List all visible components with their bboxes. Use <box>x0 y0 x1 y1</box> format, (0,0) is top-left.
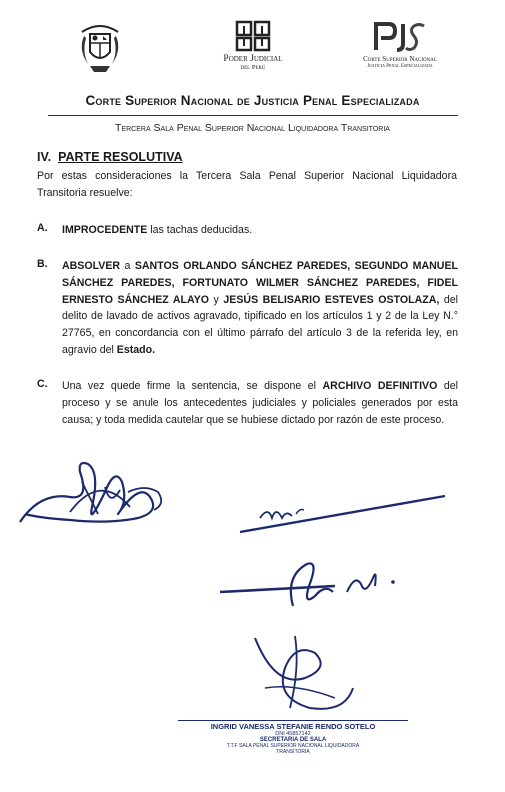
signature-2 <box>230 488 450 538</box>
item-a-letter: A. <box>37 222 48 234</box>
section-number: IV. <box>37 150 52 164</box>
court-title: Corte Superior Nacional de Justicia Penal Especializada <box>85 93 420 108</box>
stamp-dni: DNI 45857142 <box>275 731 311 737</box>
section-heading <box>37 150 183 164</box>
csnjpe-logo <box>350 20 450 82</box>
poder-judicial-logo-icon <box>235 20 271 52</box>
signature-3 <box>215 556 415 616</box>
item-b-connector-1: a <box>120 260 135 272</box>
section-title: PARTE RESOLUTIVA <box>58 150 183 164</box>
item-a-text <box>62 222 458 239</box>
signature-4 <box>235 628 365 718</box>
item-b-letter: B. <box>37 258 48 270</box>
stamp-chamber: T.T.F SALA PENAL SUPERIOR NACIONAL LIQUIDADORA <box>226 743 360 749</box>
intro-paragraph: Por estas consideraciones la Tercera Sala Penal Superior Nacional Liquidadora Transitoria resuelve: <box>37 170 457 199</box>
item-b-text <box>62 258 458 359</box>
item-a-verdict: IMPROCEDENTE <box>62 224 148 236</box>
item-c-archive: ARCHIVO DEFINITIVO <box>322 380 438 392</box>
chamber-subtitle: Tercera Sala Penal Superior Nacional Liquidadora Transitoria <box>115 122 390 134</box>
item-c-text-2: del proceso y se anule los antecedentes judiciales y policiales generados por esta causa; y toda medida cautelar que se hubiese dictado por razón de este proceso. <box>62 380 458 426</box>
item-c-text-1: Una vez quede firme la sentencia, se dispone el <box>62 380 323 392</box>
item-b-verdict: ABSOLVER <box>62 260 121 272</box>
item-b-aggrieved: Estado. <box>116 343 156 356</box>
justicia-penal-label: Justicia Penal Especializada <box>367 64 433 69</box>
poder-judicial-logo <box>212 20 294 82</box>
corte-superior-label: Corte Superior Nacional <box>363 55 437 63</box>
item-b-defendants: SANTOS ORLANDO SÁNCHEZ PAREDES, SEGUNDO MANUEL SÁNCHEZ PAREDES, FORTUNATO WILMER SÁNCHEZ PAREDES, FIDEL ERNESTO SÁNCHEZ ALAYO <box>62 260 458 306</box>
stamp-chamber-2: TRANSITORIA <box>276 749 310 755</box>
del-peru-label: del Perú <box>240 64 266 71</box>
signature-1 <box>10 452 180 542</box>
poder-judicial-label: Poder Judicial <box>223 54 283 64</box>
item-b-connector-2: y <box>209 293 224 306</box>
item-c-letter: C. <box>37 378 48 390</box>
peru-coat-of-arms-icon <box>76 22 124 74</box>
item-c-text <box>62 378 458 428</box>
pj-csnjpe-logo-icon <box>373 20 427 54</box>
item-a-rest: las tachas deducidas. <box>147 224 253 236</box>
item-b-defendant-last: JESÚS BELISARIO ESTEVES OSTOLAZA, <box>223 293 440 306</box>
stamp-role: SECRETARIA DE SALA <box>259 737 327 743</box>
item-b-crime-text: del delito de lavado de activos agravado, tipificado en los artículos 1 y 2 de la Ley N.° 27765, en concordancia con el último párrafo del artículo 3 de la referida ley, en agravio del <box>62 293 458 356</box>
title-divider <box>48 115 458 116</box>
stamp-name: INGRID VANESSA STEFANIE RENDO SOTELO <box>178 720 408 731</box>
signature-stamp <box>178 720 408 755</box>
